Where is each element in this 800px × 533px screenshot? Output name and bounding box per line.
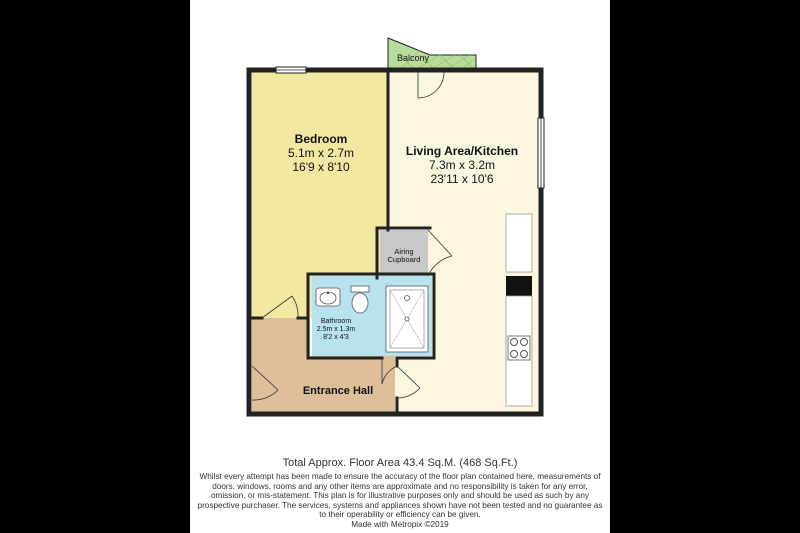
- bathroom-label: [308, 318, 364, 342]
- airing-cupboard-label: [380, 248, 428, 264]
- bathroom-metric: 2.5m x 1.3m: [316, 326, 356, 333]
- bedroom-imperial: 16'9 x 8'10: [292, 160, 350, 174]
- bedroom-name: Bedroom: [294, 132, 348, 146]
- bathroom-name: Bathroom: [320, 318, 352, 325]
- bedroom-label: [268, 132, 374, 174]
- bathroom-imperial: 8'2 x 4'3: [323, 334, 349, 341]
- window-bedroom: [276, 67, 306, 73]
- toilet-icon: [351, 286, 369, 313]
- total-area: Total Approx. Floor Area 43.4 Sq.M. (468 Sq.Ft.): [282, 457, 518, 469]
- airing-line2: Cupboard: [387, 255, 421, 264]
- airing-line1: Airing: [394, 247, 414, 256]
- balcony-label: [388, 53, 438, 63]
- living-name: Living Area/Kitchen: [405, 144, 519, 158]
- living-imperial: 23'11 x 10'6: [430, 172, 494, 186]
- disclaimer: Whilst every attempt has been made to ensure the accuracy of the floor plan contained here, measurements of doors, windows, rooms and any other items are approximate and no responsibility is taken for any error, omission, or mis-statement. This plan is for illustrative purposes only and should be used as such by any prospective purchaser. The services, systems and appliances shown have not been tested and no guarantee as to their operability or efficiency can be given.: [197, 472, 603, 520]
- bedroom-metric: 5.1m x 2.7m: [287, 146, 355, 160]
- kitchen-counter-upper: [506, 214, 532, 272]
- window-living: [538, 118, 544, 188]
- shower-icon: [386, 286, 428, 352]
- footer: [190, 456, 610, 530]
- living-metric: 7.3m x 3.2m: [428, 158, 496, 172]
- living-label: [392, 144, 532, 186]
- entrance-hall-name: Entrance Hall: [302, 385, 374, 397]
- entrance-hall-label: [286, 385, 390, 398]
- hob-icon: [508, 336, 530, 360]
- balcony-name: Balcony: [396, 53, 430, 63]
- kitchen-unit-dark: [506, 276, 532, 296]
- sink-icon: [316, 288, 340, 306]
- credit: Made with Metropix ©2019: [351, 519, 449, 529]
